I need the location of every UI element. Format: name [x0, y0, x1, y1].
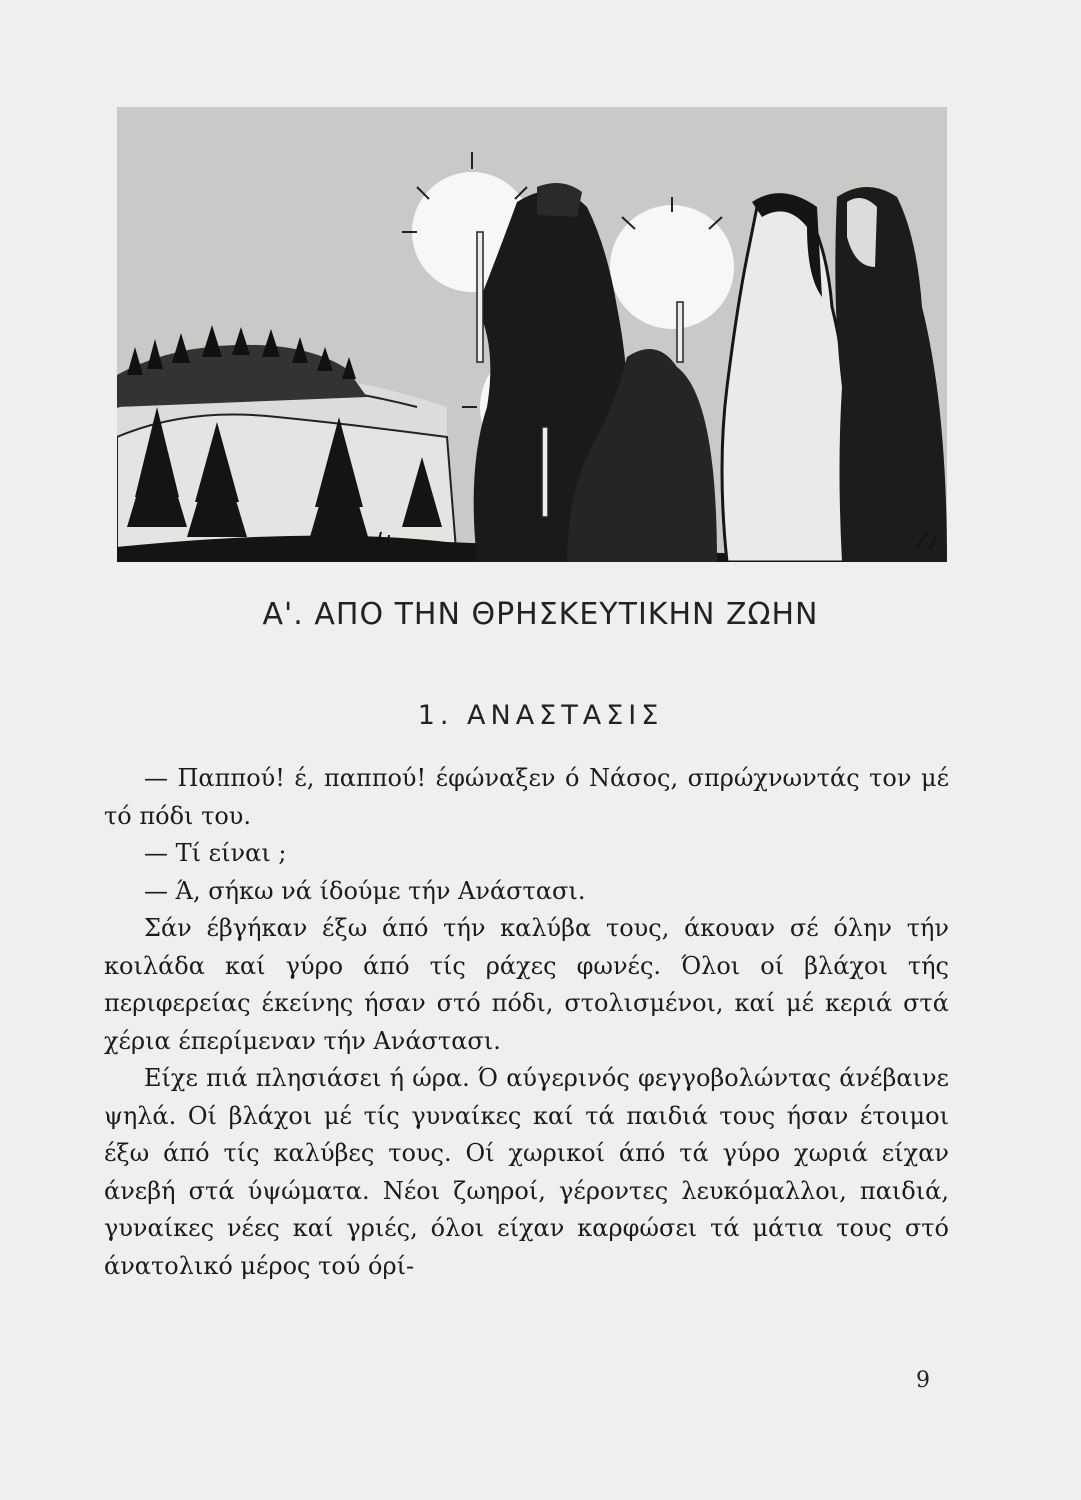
page-number: 9 [916, 1368, 930, 1393]
paragraph: — Ά, σήκω νά ίδούμε τήν Ανάστασι. [144, 876, 586, 905]
section-title: Α'. ΑΠΟ ΤΗΝ ΘΡΗΣΚΕΥΤΙΚΗΝ ΖΩΗΝ [262, 597, 819, 632]
paragraph: Σάν έβγήκαν έξω άπό τήν καλύβα τους, άκουαν σέ όλην τήν κοιλάδα καί γύρο άπό τίς ράχες φωνές. Όλοι οί βλάχοι τής περιφερείας έκείνης ήσαν στό πόδι, στολισμένοι, καί μέ κεριά στά χέρια έπερίμεναν τήν Ανάστασι. [104, 914, 949, 1055]
paragraph: — Τί είναι ; [144, 839, 287, 867]
chapter-title: 1. ΑΝΑΣΤΑΣΙΣ [417, 700, 664, 731]
body-text [104, 760, 949, 1285]
woodcut-illustration [117, 107, 947, 562]
paragraph: Είχε πιά πλησιάσει ή ώρα. Ό αύγερινός φεγγοβολώντας άνέβαινε ψηλά. Οί βλάχοι μέ τίς γυναίκες καί τά παιδιά τους ήσαν έτοιμοι έξω άπό τίς καλύβες τους. Οί χωρικοί άπό τά γύρο χωριά είχαν άνεβή στά ύψώματα. Νέοι ζωηροί, γέροντες λευκόμαλλοι, παιδιά, γυναίκες νέες καί γριές, όλοι είχαν καρφώσει τά μάτια τους στό άνατολικό μέρος τού όρί- [104, 1064, 949, 1280]
easter-candle-vigil-illustration [117, 107, 947, 562]
paragraph: — Παππού! έ, παππού! έφώναξεν ό Νάσος, σπρώχνωντάς τον μέ τό πόδι του. [104, 764, 949, 830]
